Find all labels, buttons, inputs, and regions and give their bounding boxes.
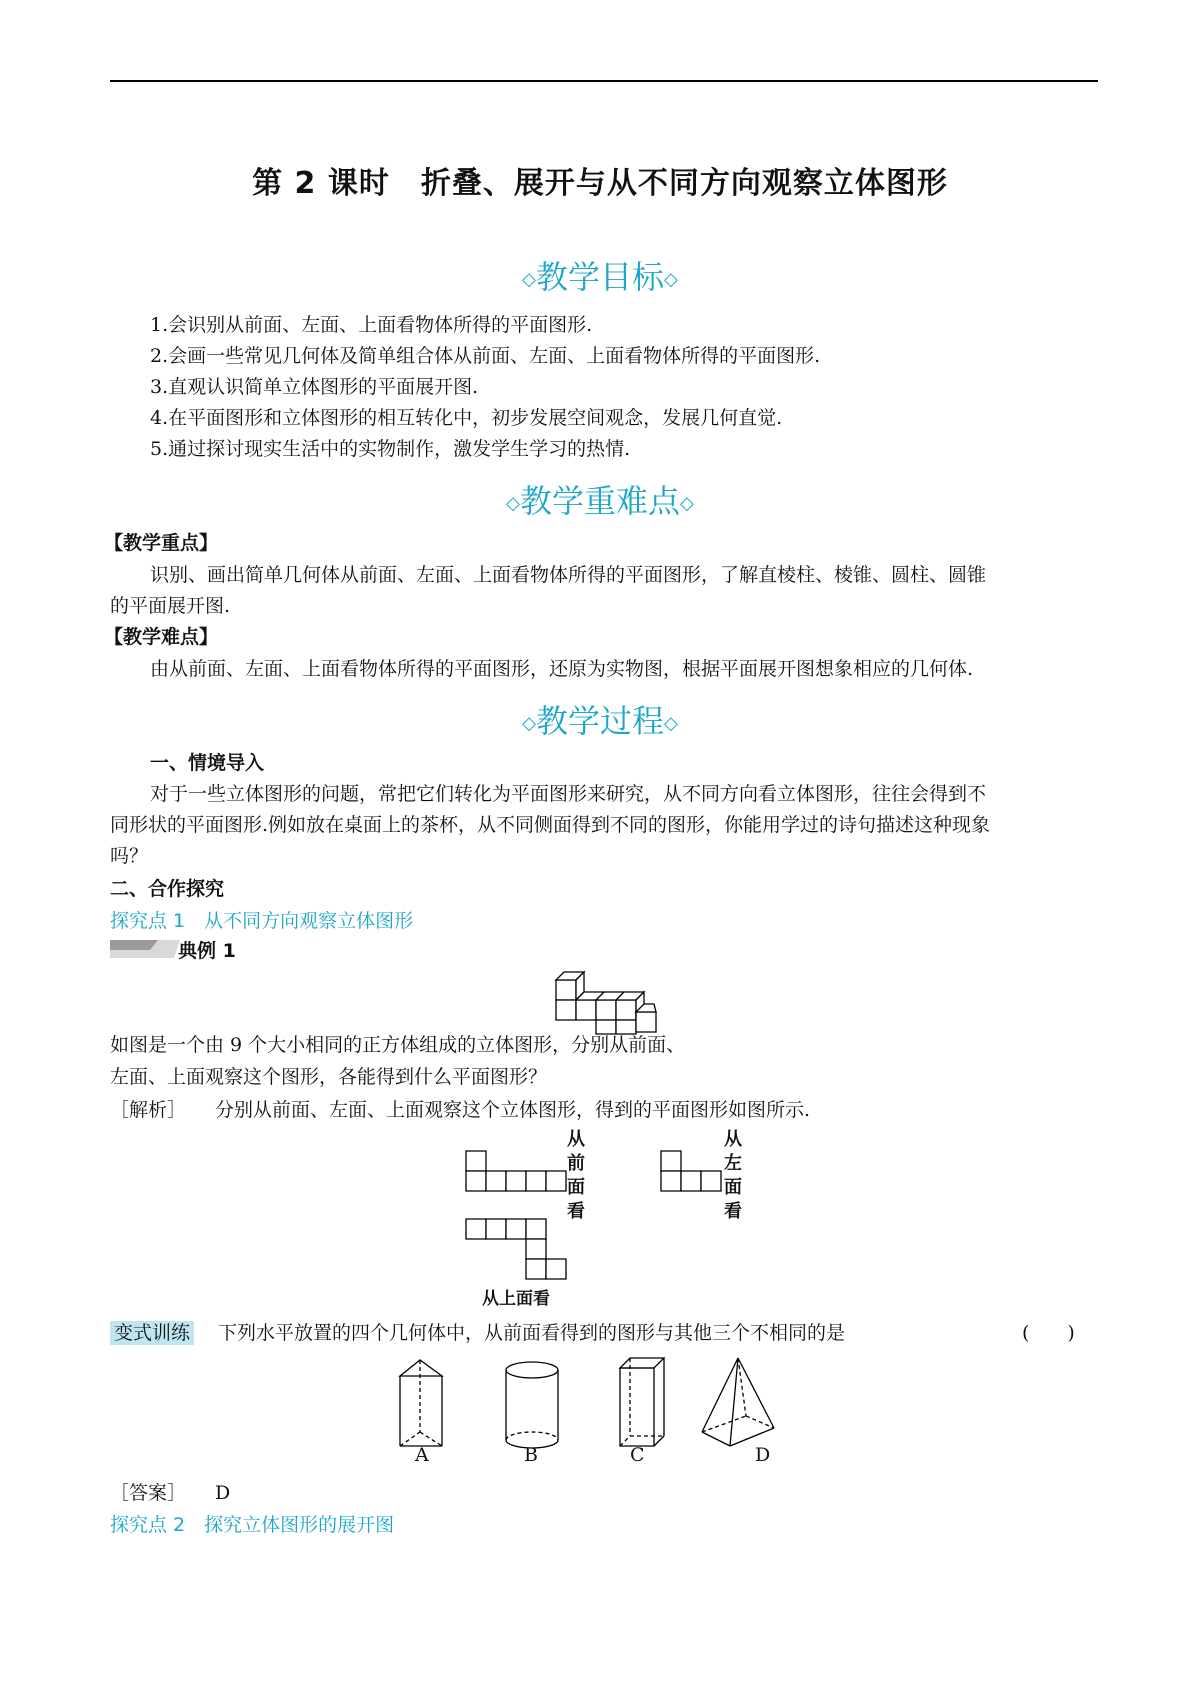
- top-rule: [110, 80, 1098, 82]
- option-label: D: [755, 1444, 771, 1466]
- analysis-label: ［解析］: [110, 1099, 187, 1121]
- page-title: 第 2 课时 折叠、展开与从不同方向观察立体图形: [252, 166, 948, 201]
- goal-item: 5.通过探讨现实生活中的实物制作，激发学生学习的热情.: [150, 438, 631, 460]
- goal-item: 2.会画一些常见几何体及简单组合体从前面、左面、上面看物体所得的平面图形.: [150, 345, 821, 367]
- section-process-heading: [0, 696, 1200, 742]
- key-text: 的平面展开图.: [110, 595, 231, 617]
- part1-title: 一、情境导入: [150, 752, 265, 774]
- diamond-icon: ◇: [664, 713, 678, 734]
- goal-item: 4.在平面图形和立体图形的相互转化中，初步发展空间观念，发展几何直觉.: [150, 407, 783, 429]
- key-text: 识别、画出简单几何体从前面、左面、上面看物体所得的平面图形，了解直棱柱、棱锥、圆柱、圆锥: [150, 564, 987, 586]
- diamond-icon: ◇: [522, 713, 536, 734]
- options-figure: [390, 1356, 850, 1466]
- diamond-icon: ◇: [506, 493, 520, 514]
- option-b-shape: [506, 1362, 558, 1448]
- answer-value: D: [215, 1482, 231, 1504]
- part1-text: 对于一些立体图形的问题，常把它们转化为平面图形来研究，从不同方向看立体图形，往往会得到不: [150, 783, 987, 805]
- left-view-label: [722, 1128, 744, 1224]
- section-process-title: 教学过程: [535, 702, 664, 740]
- example-banner-icon: [110, 938, 180, 960]
- explore2-heading: 探究点 2 探究立体图形的展开图: [110, 1514, 395, 1536]
- answer-label: ［答案］: [110, 1482, 187, 1504]
- front-view-char: 前: [567, 1153, 585, 1174]
- answer-paren: ( ): [1022, 1322, 1075, 1344]
- left-view-char: 看: [724, 1201, 742, 1222]
- variant-text: 下列水平放置的四个几何体中，从前面看得到的图形与其他三个不相同的是: [218, 1322, 846, 1344]
- example-question: 如图是一个由 9 个大小相同的正方体组成的立体图形，分别从前面、: [110, 1034, 686, 1056]
- explore1-heading: 探究点 1 从不同方向观察立体图形: [110, 910, 414, 932]
- front-view-char: 从: [567, 1129, 585, 1150]
- left-view-char: 从: [724, 1129, 742, 1150]
- goal-item: 3.直观认识简单立体图形的平面展开图.: [150, 376, 479, 398]
- goal-item: 1.会识别从前面、左面、上面看物体所得的平面图形.: [150, 314, 593, 336]
- section-goals-title: 教学目标: [535, 258, 664, 296]
- top-view-figure: [465, 1218, 569, 1284]
- section-keypoints-heading: [0, 476, 1200, 522]
- example-label: 典例 1: [178, 940, 236, 962]
- top-view-label: 从上面看: [482, 1289, 550, 1309]
- analysis-text: 分别从前面、左面、上面观察这个立体图形，得到的平面图形如图所示.: [215, 1099, 811, 1121]
- part2-title: 二、合作探究: [110, 878, 225, 900]
- example-question: 左面、上面观察这个图形，各能得到什么平面图形？: [110, 1066, 548, 1088]
- option-a-shape: [400, 1360, 442, 1446]
- option-c-shape: [620, 1358, 664, 1446]
- cube-stack-figure: [550, 964, 660, 1036]
- diamond-icon: ◇: [522, 269, 536, 290]
- variant-tag: [110, 1318, 194, 1349]
- front-view-char: 看: [567, 1201, 585, 1222]
- option-d-shape: [702, 1358, 774, 1446]
- left-view-figure: [660, 1150, 726, 1202]
- option-label: A: [415, 1444, 429, 1466]
- variant-label: 变式训练: [110, 1321, 194, 1345]
- diamond-icon: ◇: [680, 493, 694, 514]
- left-view-char: 面: [724, 1177, 742, 1198]
- difficult-text: 由从前面、左面、上面看物体所得的平面图形，还原为实物图，根据平面展开图想象相应的几何体.: [150, 658, 974, 680]
- part1-text: 同形状的平面图形.例如放在桌面上的茶杯，从不同侧面得到不同的图形，你能用学过的诗句描述这种现象: [110, 814, 991, 836]
- part1-text: 吗？: [110, 845, 149, 867]
- front-view-label: [565, 1128, 587, 1224]
- option-label: C: [630, 1444, 645, 1466]
- difficult-label: 【教学难点】: [104, 626, 219, 648]
- option-label: B: [524, 1444, 538, 1466]
- section-goals-heading: [0, 252, 1200, 298]
- diamond-icon: ◇: [664, 269, 678, 290]
- left-view-char: 左: [724, 1153, 742, 1174]
- section-keypoints-title: 教学重难点: [519, 482, 680, 520]
- key-label: 【教学重点】: [104, 532, 219, 554]
- front-view-char: 面: [567, 1177, 585, 1198]
- front-view-figure: [465, 1150, 569, 1202]
